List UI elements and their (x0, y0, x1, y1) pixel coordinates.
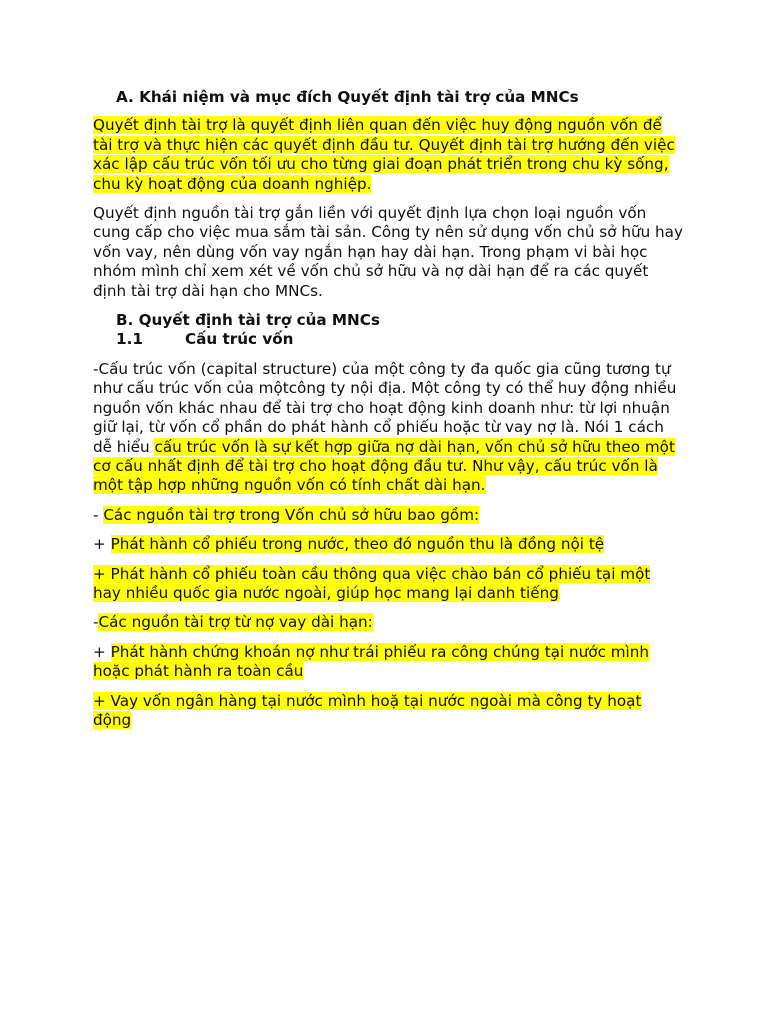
list-prefix: - (93, 505, 104, 524)
paragraph-funding-source-decision: Quyết định nguồn tài trợ gắn liền với quyết định lựa chọn loại nguồn vốn cung cấp cho việc mua sắm tài sản. Công ty nên sử dụng vốn chủ sở hữu hay vốn vay, nên dùng vốn vay ngắn hạn hay dài hạn. Trong phạm vi bài học nhóm mình chỉ xem xét về vốn chủ sở hữu và nợ dài hạn để ra các quyết định tài trợ dài hạn cho MNCs. (93, 204, 683, 300)
highlighted-text: Phát hành chứng khoán nợ như trái phiếu ra công chúng tại nước mình hoặc phát hành ra toàn cầu (93, 642, 650, 681)
highlighted-text: + Phát hành cổ phiếu toàn cầu thông qua việc chào bán cổ phiếu tại một hay nhiều quốc gia nước ngoài, giúp học mang lại danh tiếng (93, 564, 651, 602)
list-prefix: + (93, 535, 111, 554)
document-body (93, 88, 683, 740)
highlighted-text: Các nguồn tài trợ từ nợ vay dài hạn: (98, 613, 373, 632)
highlighted-text: cấu trúc vốn là sự kết hợp giữa nợ dài hạn, vốn chủ sở hữu theo một cơ cấu nhất định để tài trợ cho hoạt động đầu tư. Như vậy, cấu trúc vốn là một tập hợp những nguồn vốn có tính chất dài hạn. (93, 437, 675, 495)
subsection-1-1-heading (93, 330, 683, 349)
highlighted-text: Các nguồn tài trợ trong Vốn chủ sở hữu bao gồm: (103, 505, 480, 524)
debt-item-bonds (93, 643, 683, 682)
subsection-title: Cấu trúc vốn (185, 330, 294, 349)
section-b-heading: B. Quyết định tài trợ của MNCs (116, 311, 380, 330)
debt-sources-heading (93, 613, 683, 632)
subsection-number: 1.1 (116, 330, 143, 349)
list-prefix: + (93, 642, 111, 661)
equity-item-domestic (93, 535, 683, 554)
list-prefix: - (93, 613, 99, 632)
debt-item-bank-loans (93, 692, 683, 731)
highlighted-text: Quyết định tài trợ là quyết định liên quan đến việc huy động nguồn vốn để tài trợ và thực hiện các quyết định đầu tư. Quyết định tài trợ hướng đến việc xác lập cấu trúc vốn tối ưu cho từng giai đoạn phát triển trong chu kỳ sống, chu kỳ hoạt động của doanh nghiệp. (93, 116, 675, 193)
highlighted-text: Phát hành cổ phiếu trong nước, theo đó nguồn thu là đồng nội tệ (110, 535, 605, 554)
equity-item-global (93, 565, 683, 604)
plain-text: -Cấu trúc vốn (capital structure) của một công ty đa quốc gia cũng tương tự như cấu trúc vốn của mộtcông ty nội địa. Một công ty có thể huy động nhiều nguồn vốn khác nhau để tài trợ cho hoạt động kinh doanh như: từ lợi nhuận giữ lại, từ vốn cổ phần do phát hành cổ phiếu hoặc từ vay nợ là. Nói 1 cách dễ hiểu (93, 359, 677, 456)
section-a-heading: A. Khái niệm và mục đích Quyết định tài trợ của MNCs (116, 88, 579, 106)
highlighted-text: + Vay vốn ngân hàng tại nước mình hoặ tại nước ngoài mà công ty hoạt động (93, 691, 642, 729)
paragraph-financing-decision (93, 116, 683, 194)
equity-sources-heading (93, 506, 683, 525)
paragraph-capital-structure (93, 360, 683, 496)
